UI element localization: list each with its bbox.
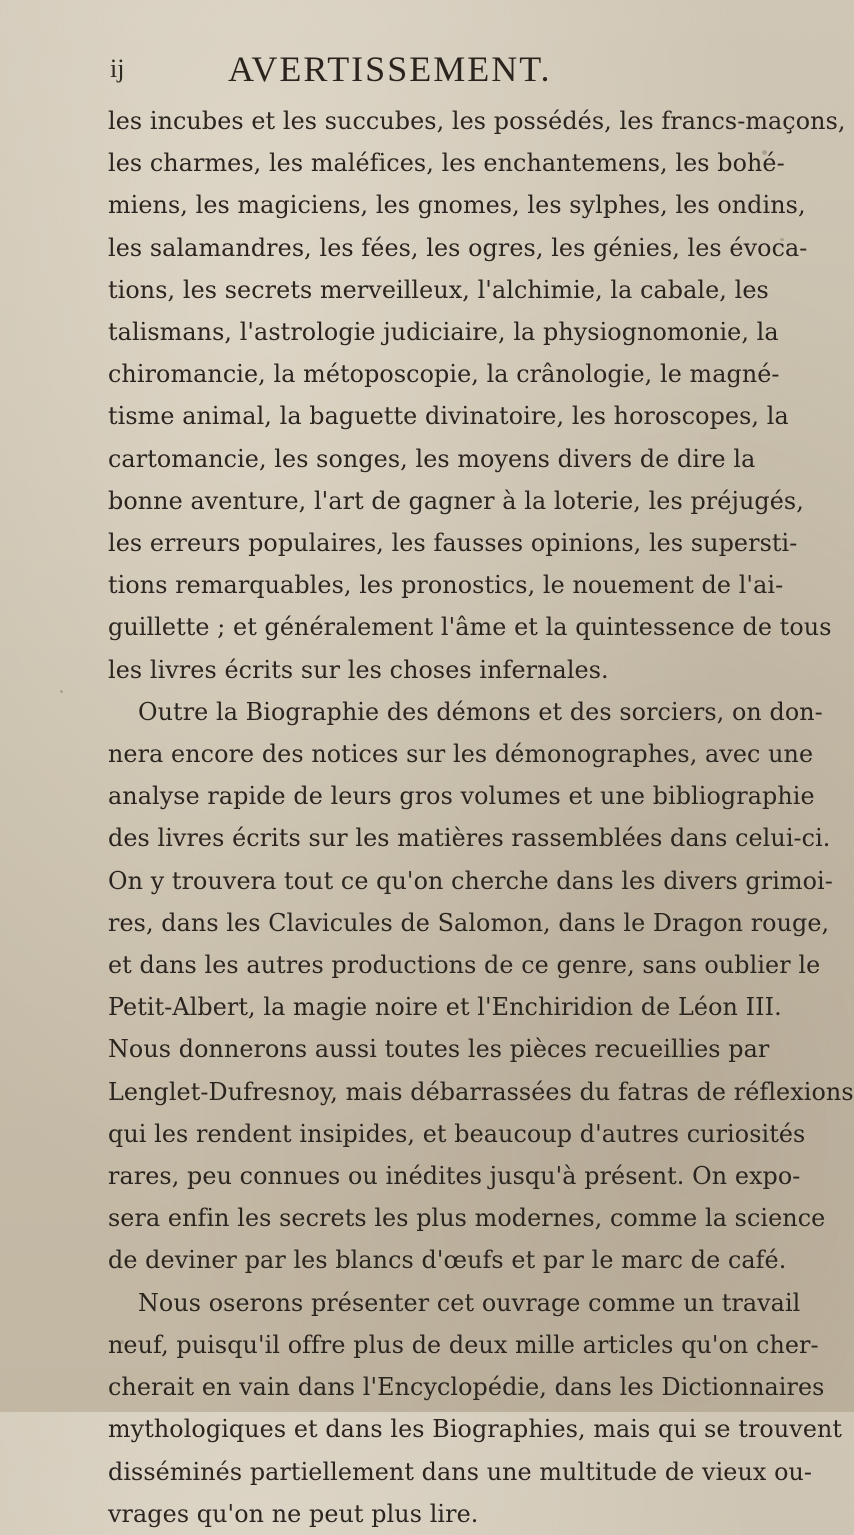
text-line: et dans les autres productions de ce genre, sans oublier le bbox=[108, 951, 821, 980]
page-number: ij bbox=[110, 54, 125, 83]
text-line: Outre la Biographie des démons et des sorciers, on don- bbox=[138, 697, 823, 726]
text-line: de deviner par les blancs d'œufs et par le marc de café. bbox=[108, 1246, 787, 1275]
text-line: cartomancie, les songes, les moyens divers de dire la bbox=[108, 444, 756, 473]
text-line: les incubes et les succubes, les possédés, les francs-maçons, bbox=[108, 107, 846, 135]
text-line: res, dans les Clavicules de Salomon, dans le Dragon rouge, bbox=[108, 908, 830, 937]
text-line: les charmes, les maléfices, les enchantemens, les bohé- bbox=[108, 149, 785, 178]
paper-speck bbox=[120, 1340, 124, 1344]
text-line: rares, peu connues ou inédites jusqu'à présent. On expo- bbox=[108, 1162, 801, 1191]
text-line: nera encore des notices sur les démonographes, avec une bbox=[108, 740, 814, 769]
body-text bbox=[108, 100, 854, 1535]
paper-speck bbox=[60, 690, 63, 693]
text-line: disséminés partiellement dans une multitude de vieux ou- bbox=[108, 1457, 813, 1486]
running-title: AVERTISSEMENT. bbox=[228, 49, 552, 89]
text-line: sera enfin les secrets les plus modernes, comme la science bbox=[108, 1204, 826, 1233]
page-header bbox=[110, 48, 710, 92]
text-line: vrages qu'on ne peut plus lire. bbox=[108, 1499, 479, 1528]
paper-speck bbox=[762, 150, 767, 155]
paper-speck bbox=[772, 200, 775, 204]
text-line: chiromancie, la métoposcopie, la crânologie, le magné- bbox=[108, 360, 780, 389]
text-line: On y trouvera tout ce qu'on cherche dans les divers grimoi- bbox=[108, 866, 833, 895]
text-line: talismans, l'astrologie judiciaire, la physiognomonie, la bbox=[108, 318, 779, 347]
text-line: Lenglet-Dufresnoy, mais débarrassées du fatras de réflexions bbox=[108, 1077, 854, 1106]
text-line: qui les rendent insipides, et beaucoup d'autres curiosités bbox=[108, 1119, 806, 1148]
paper-speck bbox=[780, 238, 784, 241]
text-line: Petit-Albert, la magie noire et l'Enchiridion de Léon III. bbox=[108, 993, 782, 1022]
paragraph-1 bbox=[108, 100, 846, 691]
text-line: tisme animal, la baguette divinatoire, les horoscopes, la bbox=[108, 402, 789, 431]
text-line: neuf, puisqu'il offre plus de deux mille articles qu'on cher- bbox=[108, 1330, 819, 1359]
paragraph-2 bbox=[108, 691, 854, 1282]
text-line: les livres écrits sur les choses infernales. bbox=[108, 655, 609, 684]
text-line: tions remarquables, les pronostics, le nouement de l'ai- bbox=[108, 571, 784, 600]
text-line: bonne aventure, l'art de gagner à la loterie, les préjugés, bbox=[108, 486, 804, 515]
text-line: mythologiques et dans les Biographies, mais qui se trouvent bbox=[108, 1415, 843, 1444]
text-line: guillette ; et généralement l'âme et la quintessence de tous bbox=[108, 613, 832, 642]
text-line: cherait en vain dans l'Encyclopédie, dans les Dictionnaires bbox=[108, 1373, 825, 1402]
text-line: Nous donnerons aussi toutes les pièces recueillies par bbox=[108, 1035, 770, 1064]
text-line: des livres écrits sur les matières rassemblées dans celui-ci. bbox=[108, 824, 831, 853]
text-line: analyse rapide de leurs gros volumes et une bibliographie bbox=[108, 782, 815, 811]
paragraph-3 bbox=[108, 1282, 843, 1535]
text-line: les salamandres, les fées, les ogres, les génies, les évoca- bbox=[108, 233, 808, 262]
text-line: tions, les secrets merveilleux, l'alchimie, la cabale, les bbox=[108, 275, 769, 304]
text-line: miens, les magiciens, les gnomes, les sylphes, les ondins, bbox=[108, 191, 806, 220]
text-line: les erreurs populaires, les fausses opinions, les supersti- bbox=[108, 529, 798, 558]
text-line: Nous oserons présenter cet ouvrage comme un travail bbox=[138, 1288, 801, 1317]
